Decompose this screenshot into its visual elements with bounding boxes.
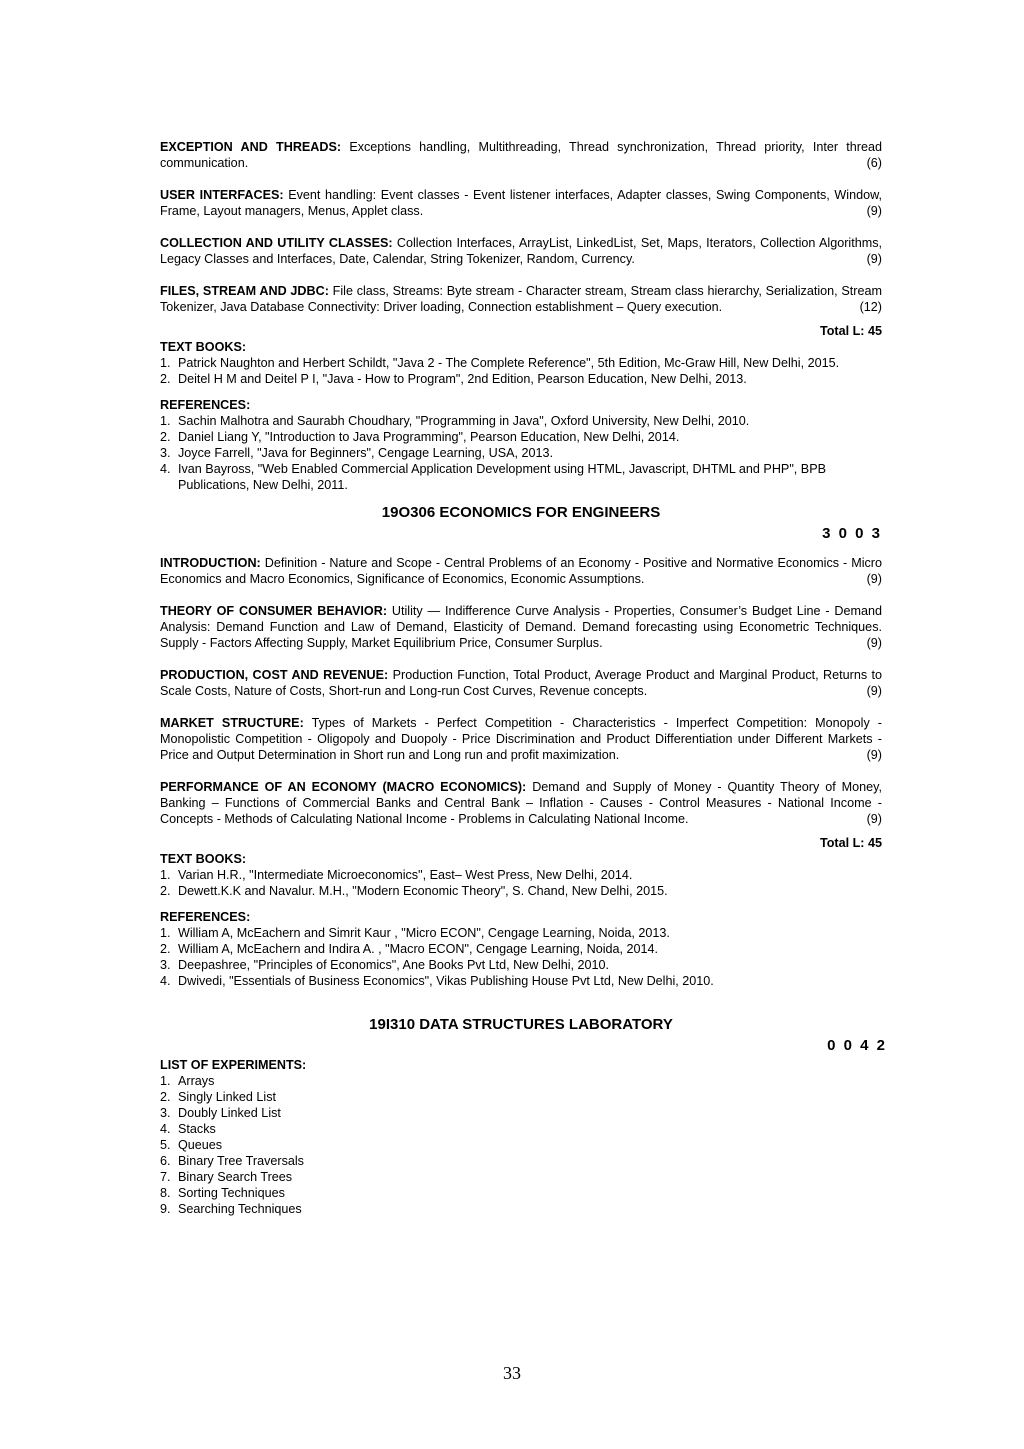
page-number: 33: [503, 1363, 521, 1383]
list-item-number: 4.: [160, 974, 171, 988]
list-item: [160, 413, 882, 429]
list-item-text: Varian H.R., "Intermediate Microeconomics", East– West Press, New Delhi, 2014.: [178, 868, 633, 882]
economics-course-title: 19O306 ECONOMICS FOR ENGINEERS: [381, 504, 661, 521]
list-item: [160, 461, 882, 493]
unit-block: [160, 139, 882, 187]
unit-paragraph: [160, 555, 882, 587]
list-item: [160, 1073, 882, 1089]
list-item-text: William A, McEachern and Simrit Kaur , "Micro ECON", Cengage Learning, Noida, 2013.: [178, 926, 670, 940]
list-item-text: Daniel Liang Y, "Introduction to Java Programming", Pearson Education, New Delhi, 2014.: [178, 430, 680, 444]
list-item-number: 2.: [160, 884, 171, 898]
list-item: [160, 355, 882, 371]
ds-lab-experiments-list: [160, 1073, 882, 1217]
unit-paragraph: [160, 187, 882, 219]
unit-text: Event handling: Event classes - Event listener interfaces, Adapter classes, Swing Components, Window, Frame, Layout managers, Menus, Applet class.: [160, 188, 882, 218]
list-item-number: 2.: [160, 942, 171, 956]
list-item: [160, 445, 882, 461]
list-item-text: Singly Linked List: [178, 1090, 277, 1104]
unit-heading: THEORY OF CONSUMER BEHAVIOR:: [160, 604, 388, 618]
unit-hours: (9): [866, 636, 882, 650]
ds-lab-list-heading: LIST OF EXPERIMENTS:: [160, 1058, 307, 1072]
list-item-number: 1.: [160, 868, 171, 882]
list-item-text: Sorting Techniques: [178, 1186, 285, 1200]
unit-block: [160, 283, 882, 315]
list-item-text: Binary Search Trees: [178, 1170, 293, 1184]
list-item: [160, 941, 882, 957]
unit-paragraph: [160, 779, 882, 827]
list-item-number: 1.: [160, 926, 171, 940]
list-item-number: 6.: [160, 1154, 171, 1168]
list-item-number: 4.: [160, 1122, 171, 1136]
list-item: [160, 883, 882, 899]
unit-heading: PERFORMANCE OF AN ECONOMY (MACRO ECONOMICS):: [160, 780, 527, 794]
unit-paragraph: [160, 139, 882, 171]
list-item-number: 4.: [160, 462, 171, 476]
list-item-number: 1.: [160, 356, 171, 370]
unit-hours: (9): [866, 812, 882, 826]
list-item: [160, 1121, 882, 1137]
list-item-text: Dwivedi, "Essentials of Business Economics", Vikas Publishing House Pvt Ltd, New Delhi, 2010.: [178, 974, 714, 988]
unit-hours: (9): [866, 684, 882, 698]
unit-hours: (9): [866, 572, 882, 586]
list-item: [160, 973, 882, 989]
unit-hours: (6): [866, 156, 882, 170]
list-item: [160, 925, 882, 941]
java-references-list: [160, 413, 882, 493]
list-item-number: 1.: [160, 414, 171, 428]
unit-heading: INTRODUCTION:: [160, 556, 261, 570]
list-item-text: Searching Techniques: [178, 1202, 302, 1216]
unit-block: [160, 555, 882, 603]
list-item-text: William A, McEachern and Indira A. , "Macro ECON", Cengage Learning, Noida, 2014.: [178, 942, 659, 956]
unit-text: Exceptions handling, Multithreading, Thread synchronization, Thread priority, Inter thread communication.: [160, 140, 882, 170]
list-item-text: Doubly Linked List: [178, 1106, 281, 1120]
java-total-hours: Total L: 45: [819, 324, 882, 338]
ds-lab-course-section: [160, 1015, 887, 1217]
unit-hours: (9): [866, 748, 882, 762]
economics-textbooks-heading: TEXT BOOKS:: [160, 852, 247, 866]
economics-total-hours: Total L: 45: [819, 836, 882, 850]
unit-text: File class, Streams: Byte stream - Character stream, Stream class hierarchy, Serialization, Stream Tokenizer, Java Database Connectivity: Driver loading, Connection establishment – Query execution.: [160, 284, 883, 314]
list-item-text: Joyce Farrell, "Java for Beginners", Cengage Learning, USA, 2013.: [178, 446, 554, 460]
unit-block: [160, 235, 882, 283]
list-item: [160, 1089, 882, 1105]
unit-text: Definition - Nature and Scope - Central Problems of an Economy - Positive and Normative Economics - Micro Economics and Macro Economics, Significance of Economics, Economic Assumptions.: [160, 556, 883, 586]
unit-paragraph: [160, 235, 882, 267]
list-item-number: 9.: [160, 1202, 171, 1216]
list-item-text: Deitel H M and Deitel P I, "Java - How to Program", 2nd Edition, Pearson Education, New Delhi, 2013.: [178, 372, 747, 386]
list-item-number: 2.: [160, 372, 171, 386]
unit-paragraph: [160, 667, 882, 699]
unit-hours: (9): [866, 252, 882, 266]
list-item-number: 7.: [160, 1170, 171, 1184]
unit-heading: FILES, STREAM AND JDBC:: [160, 284, 329, 298]
list-item: [160, 371, 882, 387]
economics-textbooks-list: [160, 867, 882, 899]
list-item: [160, 1169, 882, 1185]
list-item-number: 1.: [160, 1074, 171, 1088]
list-item-number: 2.: [160, 1090, 171, 1104]
list-item-text: Sachin Malhotra and Saurabh Choudhary, "Programming in Java", Oxford University, New Delhi, 2010.: [178, 414, 750, 428]
list-item: [160, 957, 882, 973]
syllabus-page: [160, 139, 887, 1217]
list-item: [160, 429, 882, 445]
unit-text: Utility — Indifference Curve Analysis - Properties, Consumer’s Budget Line - Demand Analysis: Demand Function and Law of Demand, Elasticity of Demand. Demand forecasting using Econometric Techniques. Supply - Factors Affecting Supply, Market Equilibrium Price, Consumer Surplus.: [160, 604, 883, 650]
java-units: [160, 139, 882, 315]
java-textbooks-heading: TEXT BOOKS:: [160, 340, 247, 354]
list-item-number: 3.: [160, 1106, 171, 1120]
economics-units: [160, 555, 882, 827]
list-item-text: Patrick Naughton and Herbert Schildt, "Java 2 - The Complete Reference", 5th Edition, Mc-Graw Hill, New Delhi, 2015.: [178, 356, 840, 370]
list-item: [160, 1105, 882, 1121]
list-item: [160, 1137, 882, 1153]
list-item-text: Stacks: [178, 1122, 216, 1136]
unit-text: Demand and Supply of Money - Quantity Theory of Money, Banking – Functions of Commercial Banks and Central Bank – Inflation - Causes - Control Measures - National Income - Concepts - Methods of Calculating National Income - Problems in Calculating National Income.: [160, 780, 883, 826]
java-course-section: [160, 139, 882, 493]
economics-course-section: [160, 503, 882, 989]
list-item: [160, 1153, 882, 1169]
unit-text: Types of Markets - Perfect Competition - Characteristics - Imperfect Competition: Monopoly - Monopolistic Competition - Oligopoly and Duopoly - Price Discrimination and Product Differentiation under Different Markets - Price and Output Determination in Short run and Long run and profit maximization.: [160, 716, 882, 762]
java-textbooks-list: [160, 355, 882, 387]
list-item-text: Deepashree, "Principles of Economics", Ane Books Pvt Ltd, New Delhi, 2010.: [178, 958, 610, 972]
unit-block: [160, 187, 882, 235]
unit-paragraph: [160, 715, 882, 763]
ds-lab-course-title: 19I310 DATA STRUCTURES LABORATORY: [369, 1016, 673, 1033]
list-item: [160, 1201, 882, 1217]
unit-heading: USER INTERFACES:: [160, 188, 284, 202]
list-item-number: 2.: [160, 430, 171, 444]
list-item-text: Arrays: [178, 1074, 215, 1088]
list-item: [160, 867, 882, 883]
unit-block: [160, 667, 882, 715]
unit-paragraph: [160, 283, 882, 315]
list-item: [160, 1185, 882, 1201]
list-item-text: Binary Tree Traversals: [178, 1154, 304, 1168]
unit-block: [160, 603, 882, 667]
list-item-text: Ivan Bayross, "Web Enabled Commercial Application Development using HTML, Javascript, DHTML and PHP", BPB Publications, New Delhi, 2011.: [178, 462, 826, 492]
economics-references-list: [160, 925, 882, 989]
list-item-number: 3.: [160, 958, 171, 972]
list-item-number: 8.: [160, 1186, 171, 1200]
list-item-number: 3.: [160, 446, 171, 460]
unit-hours: (9): [866, 204, 882, 218]
economics-references-heading: REFERENCES:: [160, 910, 251, 924]
unit-heading: PRODUCTION, COST AND REVENUE:: [160, 668, 389, 682]
unit-block: [160, 779, 882, 827]
list-item-text: Dewett.K.K and Navalur. M.H., "Modern Economic Theory", S. Chand, New Delhi, 2015.: [178, 884, 668, 898]
economics-course-credits: 3 0 0 3: [822, 525, 882, 542]
unit-heading: COLLECTION AND UTILITY CLASSES:: [160, 236, 393, 250]
ds-lab-course-credits: 0 0 4 2: [827, 1037, 887, 1054]
unit-paragraph: [160, 603, 882, 651]
unit-block: [160, 715, 882, 779]
unit-heading: EXCEPTION AND THREADS:: [160, 140, 342, 154]
list-item-text: Queues: [178, 1138, 223, 1152]
unit-hours: (12): [859, 300, 882, 314]
unit-text: Collection Interfaces, ArrayList, LinkedList, Set, Maps, Iterators, Collection Algorithms, Legacy Classes and Interfaces, Date, Calendar, String Tokenizer, Random, Currency.: [160, 236, 883, 266]
unit-heading: MARKET STRUCTURE:: [160, 716, 304, 730]
java-references-heading: REFERENCES:: [160, 398, 251, 412]
list-item-number: 5.: [160, 1138, 171, 1152]
unit-text: Production Function, Total Product, Average Product and Marginal Product, Returns to Scale Costs, Nature of Costs, Short-run and Long-run Cost Curves, Revenue concepts.: [160, 668, 883, 698]
